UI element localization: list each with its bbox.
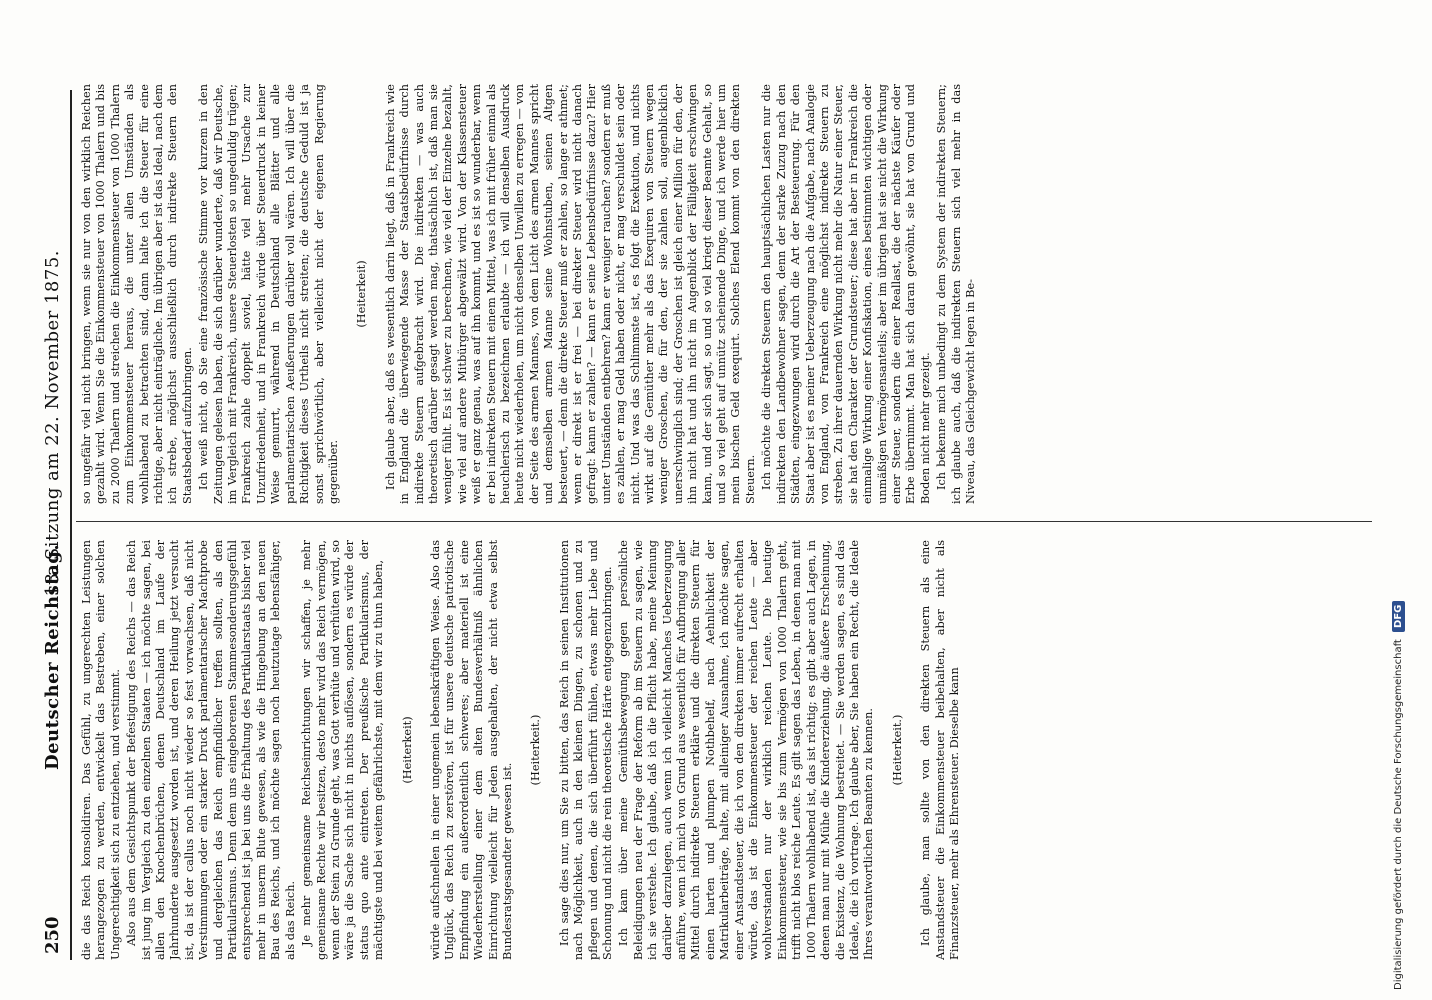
column-divider (76, 521, 1372, 522)
paragraph: würde aufschnellen in einer ungemein lebenskräftigen Weise. Also das Unglück, das Reich zu zerstören, ist für unsere deutsche patriotische Empfindung ein außerordentlich schweres; aber materiell ist eine Wiederherstellung einer dem alten Bundesverhältniß ähnlichen Einrichtung vielleicht für Jeden ausgehalten, der nicht etwa selbst Bundesratsgesandter gewesen ist. (428, 540, 514, 960)
laughter-note: (Heiterkeit.) (529, 714, 543, 786)
paragraph: Ich bekenne mich unbedingt zu dem System der indirekten Steuern; ich glaube auch, daß die indirekten Steuern sich viel mehr in das Niveau, das Gleichgewicht legen in Be- (935, 84, 977, 504)
session-date: 13. Sitzung am 22. November 1875. (42, 250, 63, 597)
publication-title: Deutscher Reichstag. (42, 543, 63, 770)
paragraph: Ich möchte die direkten Steuern den hauptsächlichen Lasten nur die indirekten den Landbewohner sagen, denn der starke Zuzug nach den Städten, eingezwungen wird durch die Art der Besteuerung. Für den Staat aber ist es meiner Ueberzeugung nach die Aufgabe, nach Analogie von England, von Frankreich eine möglichst indirekte Steuern zu streben. Zu ihrer dauernden Wirkung nicht mehr die Natur einer Steuer, sie hat den Charakter der Grundsteuer; diese hat aber in Frankreich die einmalige Wirkung einer Konfiskation, eines bestimmten wichtigen oder unmäßigen Vermögensanteils; aber im übrigen hat sie nicht die Wirkung einer Steuer, sondern die einer Reallast, die der nächste Käufer oder Erbe übernimmt. Man hat sich daran gewöhnt, sie hat von Grund und Boden nicht mehr gezeigt. (760, 84, 932, 504)
dfg-logo: DFG (1392, 601, 1405, 632)
paragraph: so ungefähr viel nicht bringen, wenn sie nur von den wirklich Reichen gezahlt wird. Wenn Sie die Einkommensteuer von 1000 Thalern und bis zu 2000 Thalern und streichen die Einkommensteuer von 1000 Thalern zum Einkommensteuer heraus, die unter allen Umständen als wohlhabend zu betrachten sind, dann halte ich die Steuer für eine richtige, aber nicht einträgliche. Im übrigen aber ist das Ideal, nach dem ich strebe, möglichst ausschließlich durch indirekte Steuern den Staatsbedarf aufzubringen. (80, 84, 194, 504)
paragraph: die das Reich konsolidiren. Das Gefühl, zu ungerechten Leistungen herangezogen zu werden, entwickelt das Bestreben, einer solchen Ungerechtigkeit sich zu entziehen, und verstimmt. (80, 540, 122, 960)
paragraph: Ich sage dies nur, um Sie zu bitten, das Reich in seinen Institutionen nach Möglichkeit, auch in den kleinen Dingen, zu schonen und zu pflegen und denen, die sich überführt fühlen, etwas mehr Liebe und Schonung und nicht die rein theoretische Härte entgegenzubringen. (557, 540, 614, 960)
left-column (80, 540, 1372, 960)
laughter-note: (Heiterkeit.) (890, 714, 904, 786)
digitization-note: Digitalisierung gefördert durch die Deutsche Forschungsgemeinschaft (1393, 639, 1404, 990)
laughter-note: (Heiterkeit) (355, 260, 369, 328)
paragraph: Also aus dem Gesichtspunkt der Befestigung des Reichs — das Reich ist jung im Vergleich zu den einzelnen Staaten — ich möchte sagen, bei allen den Knochenbrüchen, denen Deutschland im Laufe der Jahrhunderte ausgesetzt worden ist, und deren Heilung jetzt versucht ist, da ist der callus noch nicht wieder so fest vorwachsen, daß nicht Verstimmungen oder ein starker Druck parlamentarischer Machtprobe und dergleichen das Reich empfindlicher treffen sollten, als den Partikularismus. Denn dem uns eingeborenen Stammesonderungsgefühl entsprechend ist ja bei uns die Erhaltung des Partikularstaats bisher viel mehr in unserm Blute gewesen, als wie die Hingebung an den neuen Bau des Reichs, und ich möchte sagen noch heutzutage lebensfähiger, als das Reich. (125, 540, 297, 960)
page-number: 250 (42, 916, 63, 954)
paragraph: Ich kam über meine Gemüthsbewegung gegen persönliche Beleidigungen neu der Frage der Reform ab im Steuern zu sagen, wie ich sie verstehe. Ich glaube, daß ich die Pflicht habe, meine Meinung darüber darzulegen, auch wenn ich vielleicht Manches Ueberzeugung anführe, wenn ich mich von Grund aus wesentlich für Aufbringung aller Mittel durch indirekte Steuern erkläre und die direkten Steuern für einen harten und plumpen Nothbehelf, nach Aehnlichkeit der Matrikularbeiträge, halte, mit alleiniger Ausnahme, ich möchte sagen, einer Anstandsteuer, die ich von den direkten immer aufrecht erhalten würde, das ist die Einkommensteuer der reichen Leute — aber wohlverstanden nur der wirklich reichen Leute. Die heutige Einkommensteuer, wie sie bis zum Vermögen von 1000 Thalern geht, trifft nicht blos reiche Leute. Es gilt sagen das Leben, in denen man mit 1000 Thalern wohlhabend ist, das ist richtig; es gibt aber auch Lagen, in denen man nur mit Mühe die Kindererziehung, die äußere Erscheinung, die Existenz, die Wohnung bestreitet. — Sie werden sagen, es sind das Ideale, die ich vortrage. Ich glaube aber, Sie haben ein Recht, die Ideale Ihres verantwortlichen Beamten zu kennen. (617, 540, 876, 960)
running-header (40, 90, 72, 960)
paragraph: Ich weiß nicht, ob Sie eine französische Stimme vor kurzem in den Zeitungen gelesen haben, die sich darüber wunderte, daß wir Deutsche, im Vergleich mit Frankreich, unsere Steuerlosten so ungeduldig trügen; Frankreich zahle doppelt soviel, hätte viel mehr Ursache zur Unzufriedenheit, und in Frankreich würde über Steuerdruck in keiner Weise gemurrt, während in Deutschland alle Blätter und alle parlamentarischen Aeußerungen darüber voll wären. Ich will über die Richtigkeit dieses Urtheils nicht streiten; die deutsche Geduld ist ja sonst sprichwörtlich, aber vielleicht nicht der eigenen Regierung gegenüber. (197, 84, 340, 504)
laughter-note: (Heiterkeit) (400, 716, 414, 784)
paragraph: Ich glaube aber, daß es wesentlich darin liegt, daß in Frankreich wie in England die überwiegende Masse der Staatsbedürfnisse durch indirekte Steuern aufgebracht wird. Die indirekten — was auch theoretisch darüber gesagt werden mag, thatsächlich ist, daß man sie weniger fühlt. Es ist schwer zu berechnen, wie viel der Einzelne bezahlt, wie viel auf andere Mitbürger abgewälzt wird. Von der Klassensteuer weiß er ganz genau, was auf ihn kommt, und es ist so wunderbar, wenn er bei indirekten Steuern mit einem Mittel, was ich mit früher einmal als heuchlerisch zu bezeichnen erlaubte — ich will denselben Ausdruck heute nicht wiederholen, um nicht denselben Unwillen zu erregen — von der Seite des armen Mannes, von dem Licht des armen Mannes spricht und demselben armen Manne seine Wohnstuben, seinen Altgen besteuert, — denn die direkte Steuer muß er zahlen, so lange er athmet; wenn er direkt ist er frei — bei direkter Steuer wird nicht danach gefragt: kann er zahlen? — kann er seine Lebensbedürfnisse dazu? Hier unter Umständen entbehren? kann er weniger rauchen? sondern er muß es zahlen, er mag Geld haben oder nicht, er mag verschuldet sein oder nicht. Und was das Schlimmste ist, es folgt die Exekution, und nichts wirkt auf die Gemüther mehr als das Exequiren von Steuern wegen weniger Groschen, die für den, der sie zahlen soll, augenblicklich unerschwinglich sind; der Groschen ist gleich einer Million für den, der ihn nicht hat und ihn nicht im Augenblick der Fälligkeit erschwingen kann, und der sich sagt, so und so viel kriegt dieser Beamte Gehalt, so und so viel geht auf unnütz scheinende Dinge, und ich werde hier um mein bischen Geld exequirt. Solches Elend kommt von den direkten Steuern. (383, 84, 757, 504)
paragraph: Ich glaube, man sollte von den direkten Steuern als eine Anstandsteuer die Einkommensteuer beibehalten, aber nicht als Finanzsteuer, mehr als Ehrensteuer. Dieselbe kann (919, 540, 961, 960)
right-column (80, 84, 1372, 504)
paragraph: Je mehr gemeinsame Reichseinrichtungen wir schaffen, je mehr gemeinsame Rechte wir besitzen, desto mehr wird das Reich vermögen, wenn der Stein zu Grunde geht, was Gott verhüte und verhüten wird, so wäre ja die Sache sich nicht in nichts auflösen, sondern es würde der status quo ante eintreten. Der preußische Partikularismus, der mächtigste und bei weitem gefährlichste, mit dem wir zu thun haben, (300, 540, 386, 960)
